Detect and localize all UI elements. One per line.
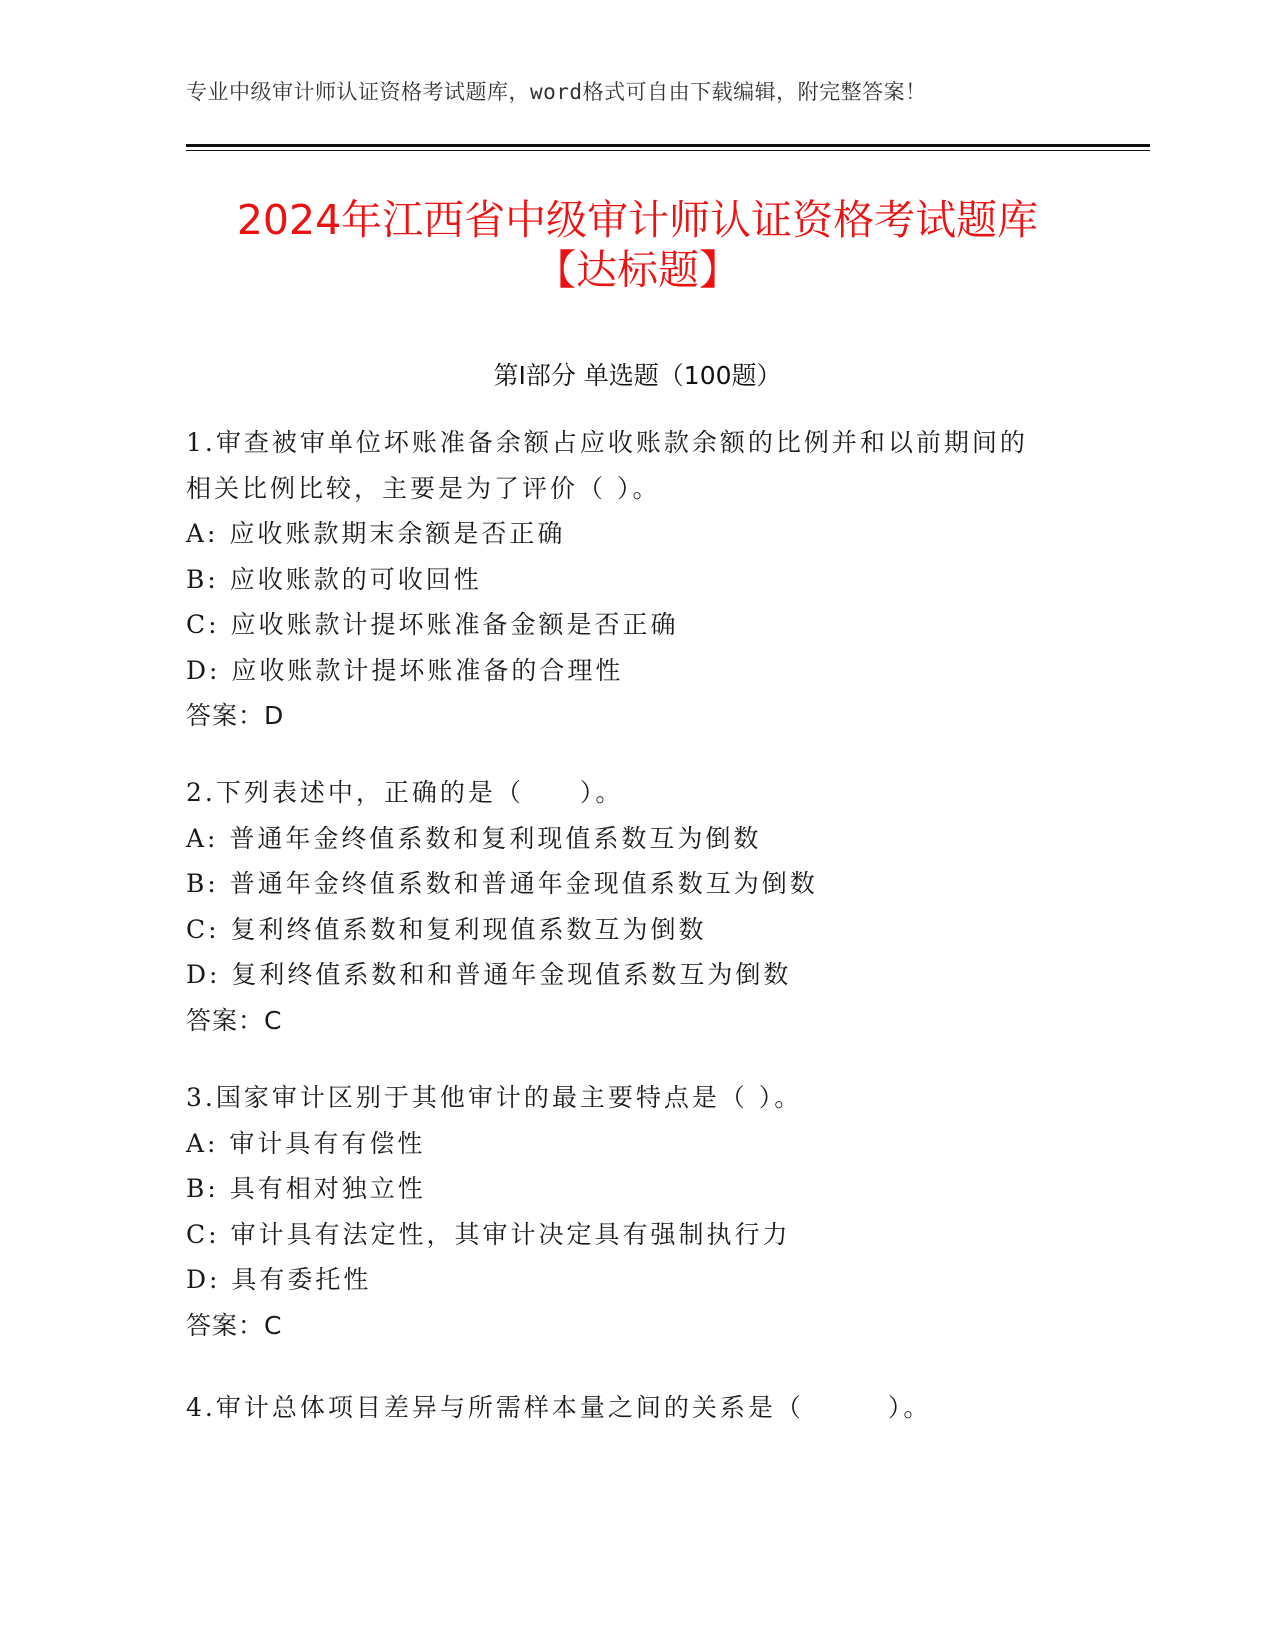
document-title [130, 195, 1145, 295]
option-b: B: 普通年金终值系数和普通年金现值系数互为倒数 [186, 869, 818, 898]
option-c: C: 审计具有法定性，其审计决定具有强制执行力 [186, 1219, 791, 1249]
answer: 答案：C [186, 1005, 283, 1035]
answer: 答案：C [186, 1310, 283, 1340]
section-heading: 第Ⅰ部分 单选题（100题） [493, 361, 782, 390]
answer: 答案：D [186, 701, 285, 730]
option-c: C: 应收账款计提坏账准备金额是否正确 [186, 610, 679, 639]
header-rule-thick [186, 144, 1150, 147]
option-b: B: 具有相对独立性 [186, 1174, 426, 1203]
option-b: B: 应收账款的可收回性 [186, 564, 482, 594]
header-note: 专业中级审计师认证资格考试题库，word格式可自由下载编辑，附完整答案！ [186, 80, 927, 104]
question-1 [186, 420, 1086, 739]
option-d: D: 具有委托性 [186, 1265, 372, 1294]
title-line-1: 2024年江西省中级审计师认证资格考试题库 [236, 196, 1039, 244]
question-stem: 1.审查被审单位坏账准备余额占应收账款余额的比例并和以前期间的 [186, 428, 1028, 457]
question-stem: 2.下列表述中，正确的是（ ）。 [186, 778, 624, 807]
question-2 [186, 770, 1086, 1043]
option-c: C: 复利终值系数和复利现值系数互为倒数 [186, 914, 707, 944]
option-d: D: 应收账款计提坏账准备的合理性 [186, 655, 624, 685]
option-a: A: 审计具有有偿性 [186, 1128, 426, 1158]
question-4 [186, 1385, 1086, 1431]
question-3 [186, 1075, 1086, 1348]
question-stem: 相关比例比较，主要是为了评价（ ）。 [186, 473, 661, 503]
question-stem: 4.审计总体项目差异与所需样本量之间的关系是（ ）。 [186, 1393, 932, 1422]
header-rule-thin [186, 150, 1150, 151]
question-stem: 3.国家审计区别于其他审计的最主要特点是（ ）。 [186, 1083, 803, 1112]
title-line-2: 【达标题】 [535, 246, 740, 294]
option-a: A: 普通年金终值系数和复利现值系数互为倒数 [186, 823, 762, 853]
option-a: A: 应收账款期末余额是否正确 [186, 519, 566, 548]
option-d: D: 复利终值系数和和普通年金现值系数互为倒数 [186, 960, 792, 989]
